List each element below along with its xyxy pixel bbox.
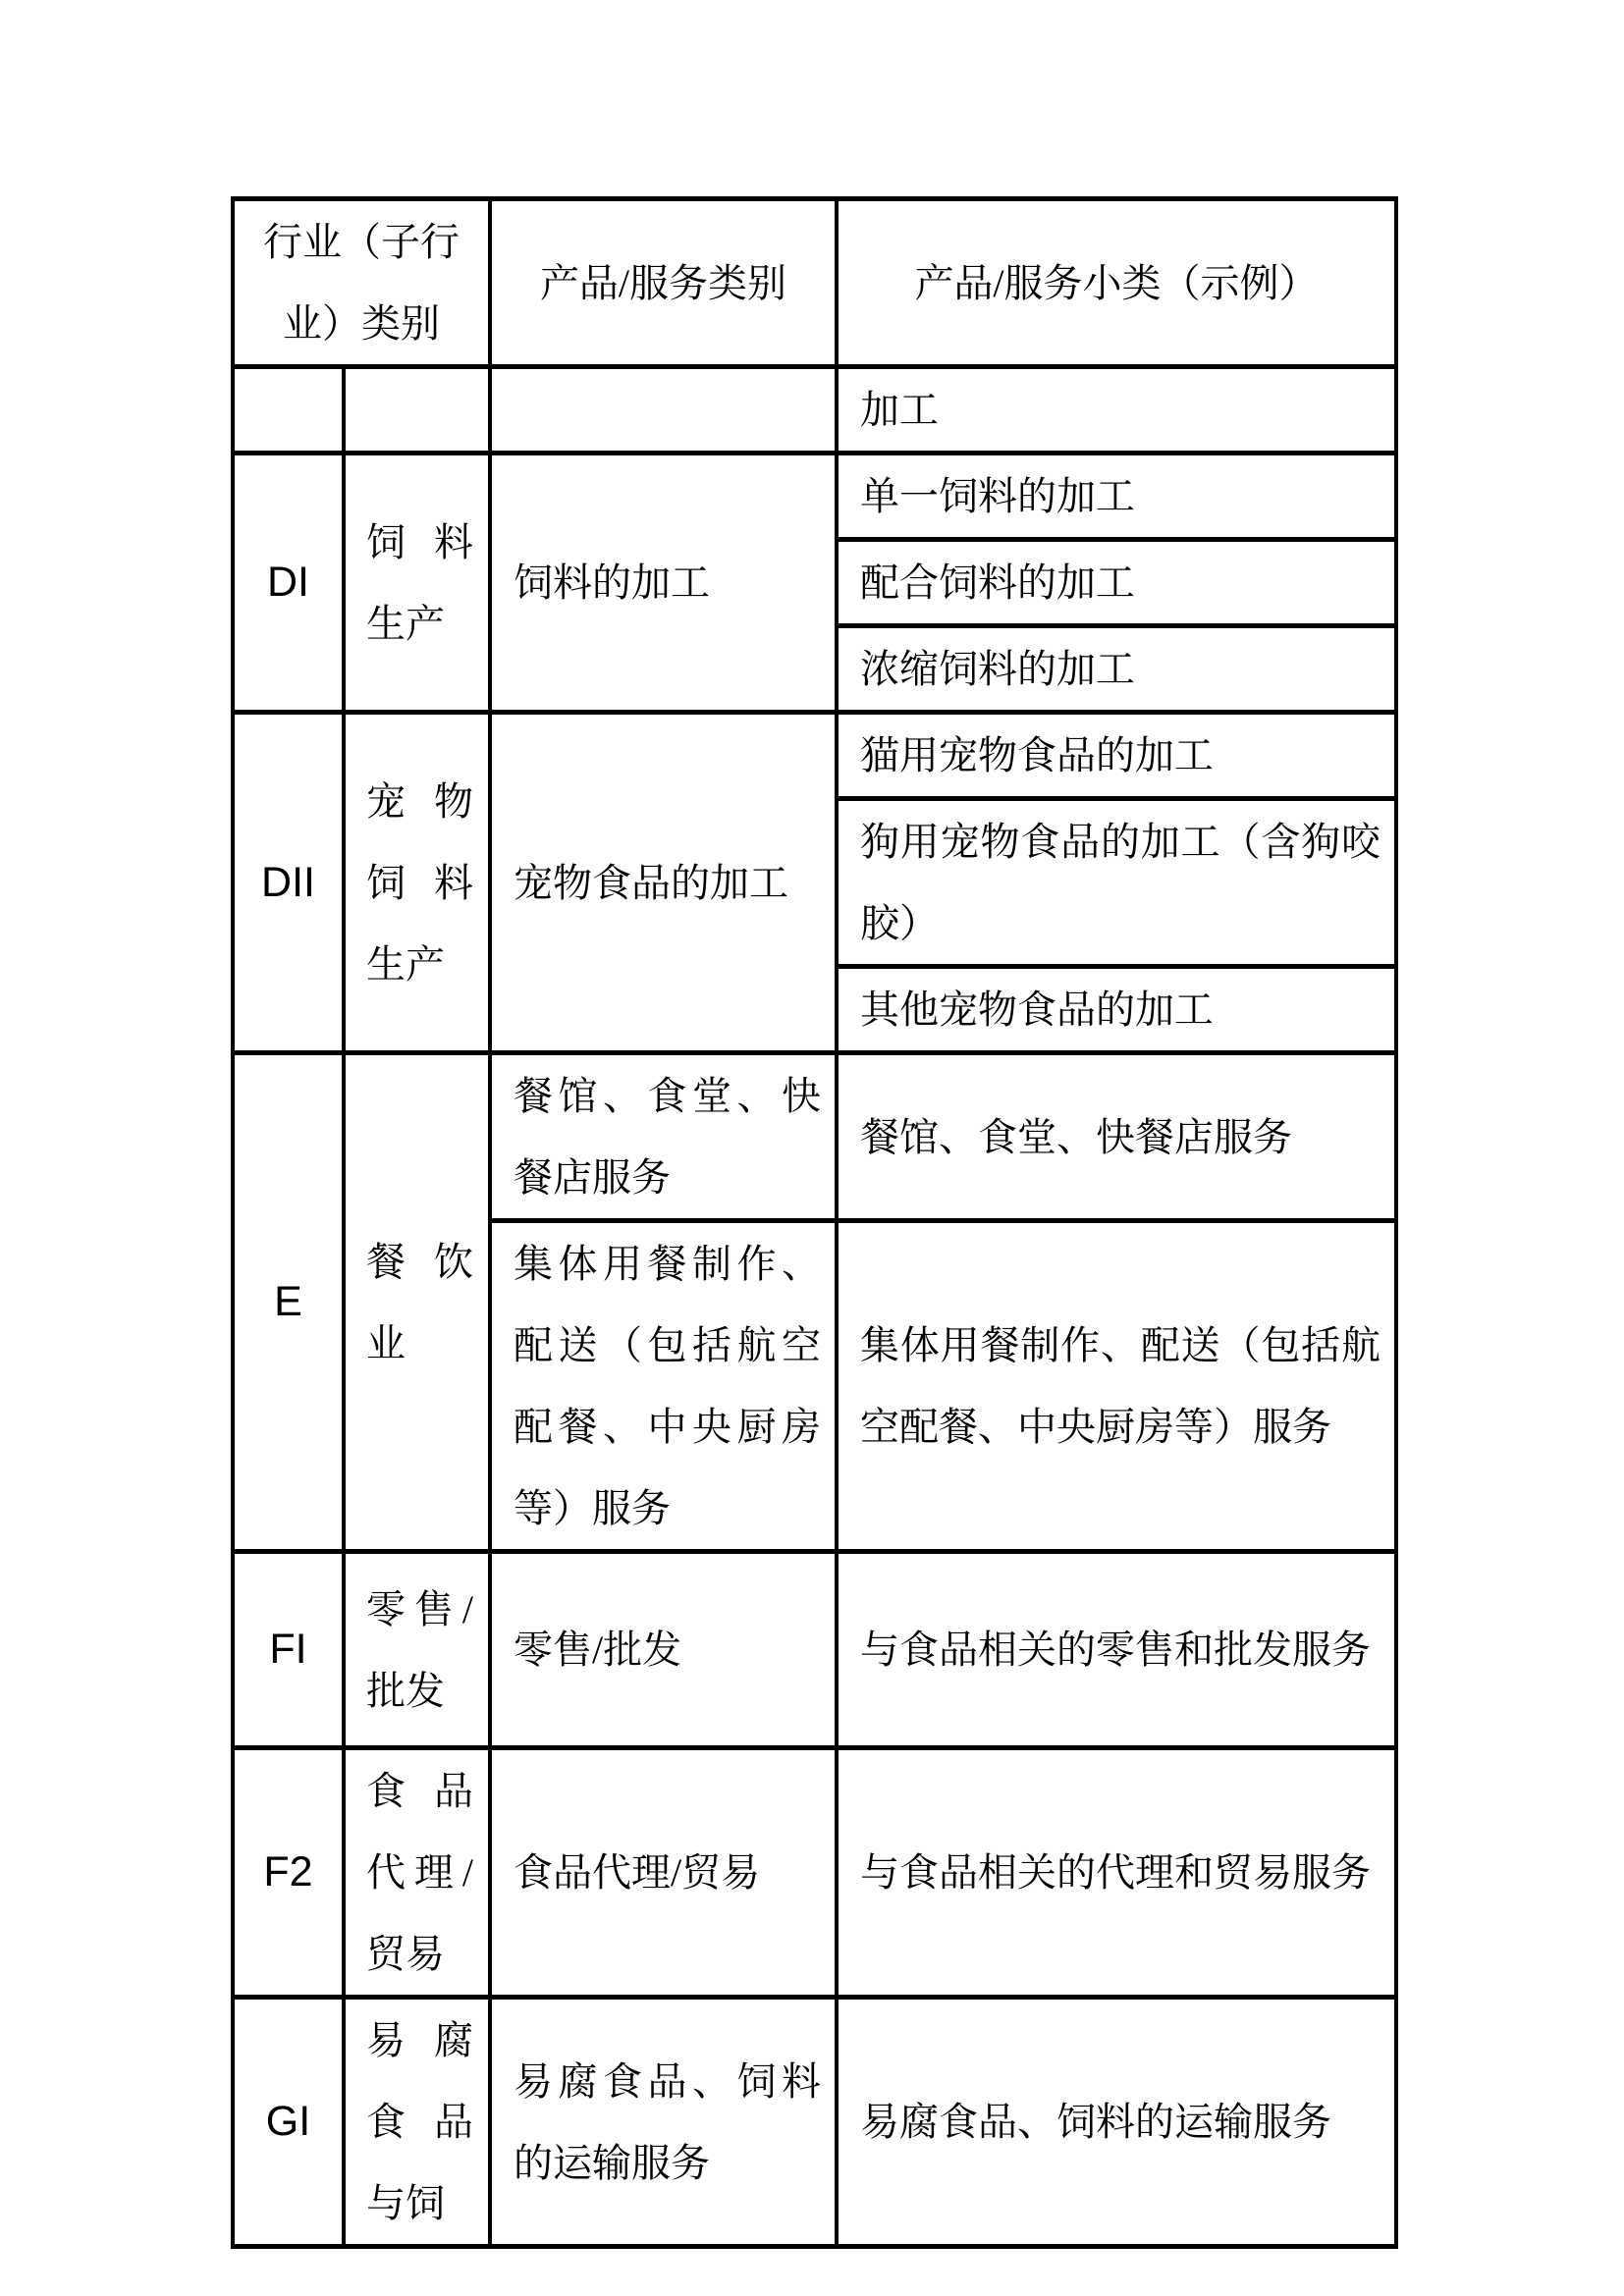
product-category-cell: 零售/批发 <box>490 1552 837 1748</box>
industry-code-cell: GI <box>233 1998 344 2247</box>
table-row <box>233 1053 1396 1221</box>
product-subcategory-cell: 与食品相关的代理和贸易服务 <box>837 1748 1396 1998</box>
product-subcategory-cell: 单一饲料的加工 <box>837 454 1396 540</box>
industry-code-cell: DII <box>233 713 344 1053</box>
product-category-cell: 餐馆、食堂、快餐店服务 <box>490 1053 837 1221</box>
product-subcategory-cell: 易腐食品、饲料的运输服务 <box>837 1998 1396 2247</box>
product-subcategory-cell: 餐馆、食堂、快餐店服务 <box>837 1053 1396 1221</box>
header-industry-category: 行业（子行业）类别 <box>233 199 490 367</box>
table-row <box>233 367 1396 454</box>
industry-product-service-table <box>231 196 1398 2249</box>
product-subcategory-cell: 集体用餐制作、配送（包括航空配餐、中央厨房等）服务 <box>837 1221 1396 1552</box>
industry-code-cell: FI <box>233 1552 344 1748</box>
table-row <box>233 1552 1396 1748</box>
industry-code-cell: E <box>233 1053 344 1552</box>
table-header-row <box>233 199 1396 367</box>
product-category-cell: 宠物食品的加工 <box>490 713 837 1053</box>
industry-name-cell: 易腐食品与饲 <box>344 1998 490 2247</box>
industry-code-cell: F2 <box>233 1748 344 1998</box>
product-category-cell: 易腐食品、饲料的运输服务 <box>490 1998 837 2247</box>
table-row <box>233 1748 1396 1998</box>
industry-name-cell: 宠物饲料生产 <box>344 713 490 1053</box>
product-category-cell-empty <box>490 367 837 454</box>
header-product-service-subcategory: 产品/服务小类（示例） <box>837 199 1396 367</box>
product-subcategory-cell: 配合饲料的加工 <box>837 540 1396 626</box>
industry-name-cell: 餐饮业 <box>344 1053 490 1552</box>
table-row <box>233 454 1396 540</box>
industry-name-cell-empty <box>344 367 490 454</box>
product-subcategory-cell: 浓缩饲料的加工 <box>837 626 1396 713</box>
product-subcategory-cell: 狗用宠物食品的加工（含狗咬胶） <box>837 799 1396 967</box>
product-category-cell: 饲料的加工 <box>490 454 837 713</box>
product-subcategory-cell: 其他宠物食品的加工 <box>837 967 1396 1053</box>
table-row <box>233 713 1396 799</box>
industry-name-cell: 饲料生产 <box>344 454 490 713</box>
product-category-cell: 集体用餐制作、配送（包括航空配餐、中央厨房等）服务 <box>490 1221 837 1552</box>
industry-name-cell: 零售/批发 <box>344 1552 490 1748</box>
table-row <box>233 1998 1396 2247</box>
product-subcategory-cell: 与食品相关的零售和批发服务 <box>837 1552 1396 1748</box>
product-subcategory-cell: 猫用宠物食品的加工 <box>837 713 1396 799</box>
industry-code-cell: DI <box>233 454 344 713</box>
header-product-service-category: 产品/服务类别 <box>490 199 837 367</box>
industry-code-cell-empty <box>233 367 344 454</box>
product-subcategory-cell: 加工 <box>837 367 1396 454</box>
product-category-cell: 食品代理/贸易 <box>490 1748 837 1998</box>
industry-name-cell: 食品代理/贸易 <box>344 1748 490 1998</box>
